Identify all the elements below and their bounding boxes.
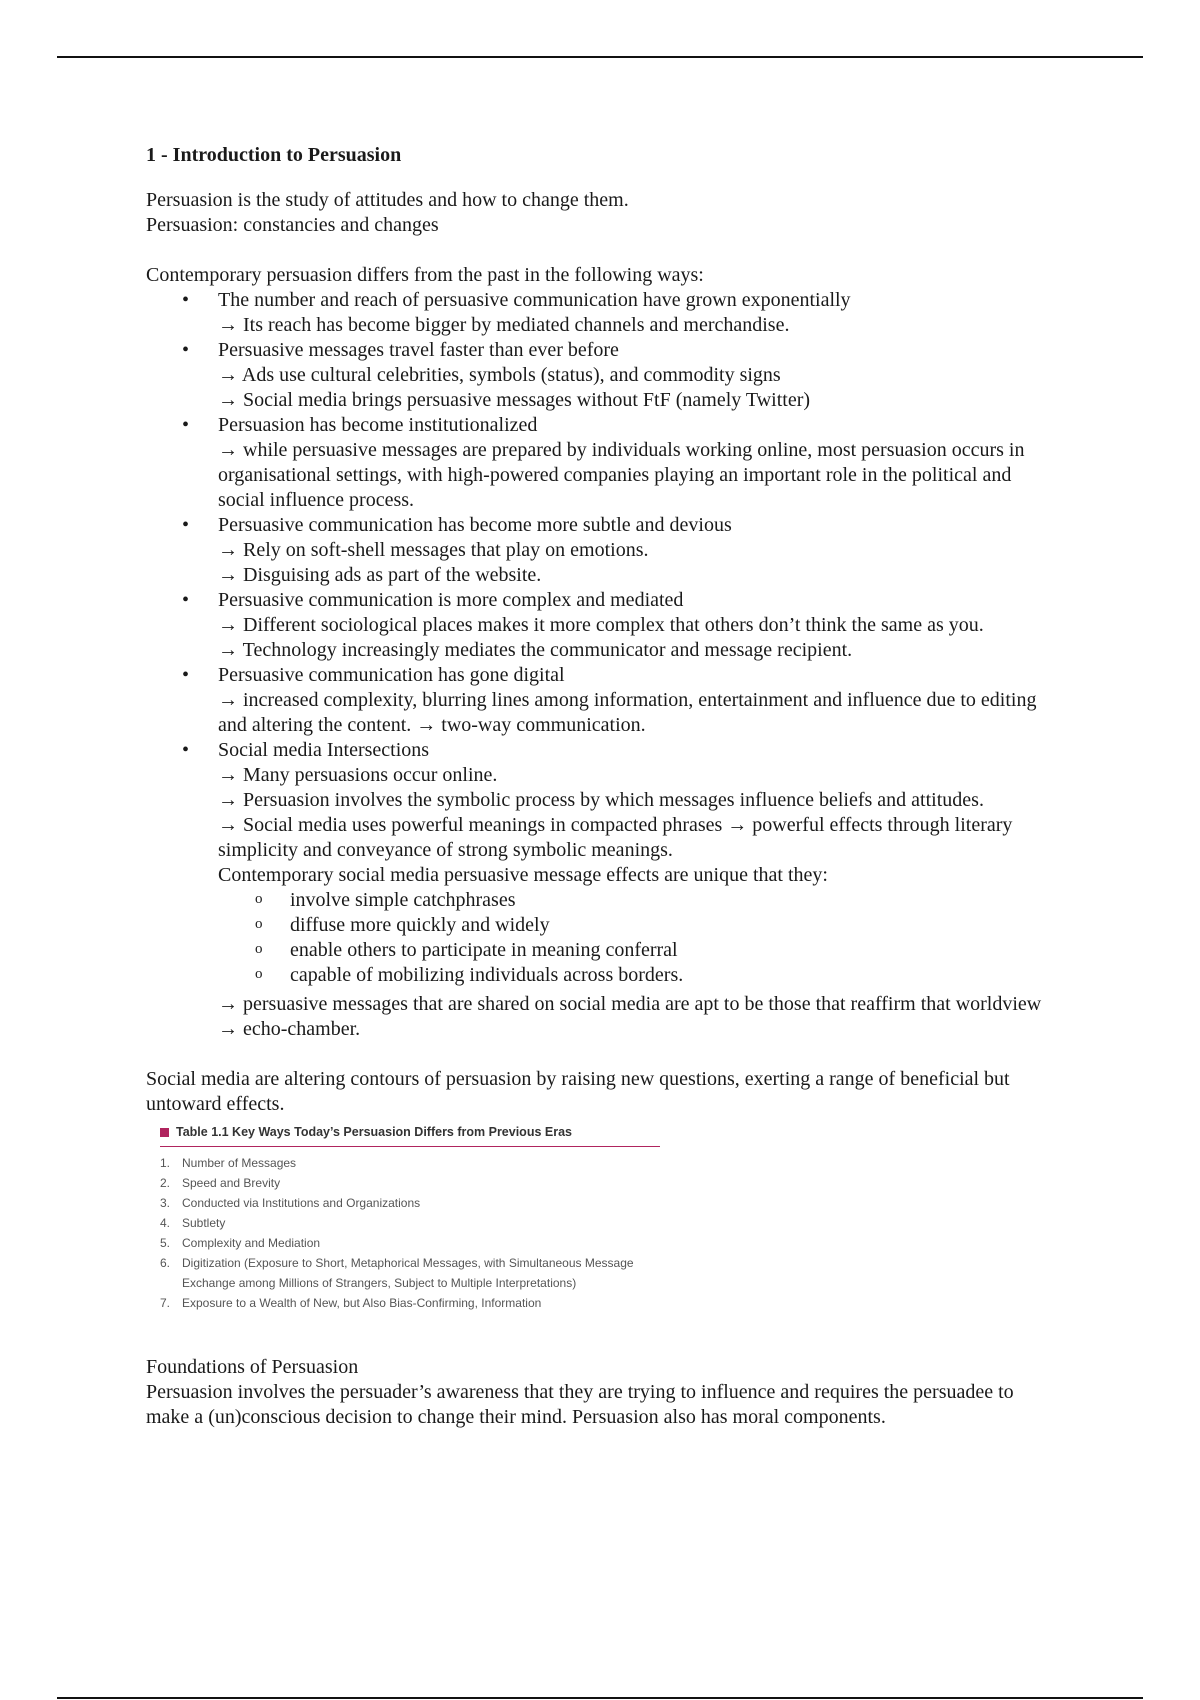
document-body [146,143,1046,1430]
table-row: 3. Conducted via Institutions and Organizations [160,1196,421,1210]
bullet-item: • Persuasive communication has become more subtle and devious → Rely on soft-shell messages that play on emotions. → Disguising ads as part of the website. [146,513,1046,588]
bullet-item: • Persuasive messages travel faster than ever before → Ads use cultural celebrities, symbols (status), and commodity signs → Social media brings persuasive messages without FtF (namely Twitter) [146,338,1046,413]
bullet-item: • Social media Intersections → Many persuasions occur online. → Persuasion involves the symbolic process by which messages influence beliefs and attitudes. → Social media uses powerful meanings in compacted phrases → powerful effects through literary simplicity and conveyance of strong symbolic meanings. Contemporary social media persuasive message effects are unique that they: o involve simple catchphrases o diffuse more quickly and widely o enable others to participate in meaning conferral o capable of mobilizing individuals across borders. → persuasive messages that are shared on social media are apt to be those that reaffirm that worldview → echo-chamber. [146,738,1046,1042]
sub-list-item: o enable others to participate in meaning conferral [218,938,1046,963]
bottom-rule [57,1697,1143,1699]
bullet-list [146,288,1046,1042]
sub-list-item: o involve simple catchphrases [218,888,1046,913]
table-row: 5. Complexity and Mediation [160,1236,321,1250]
sub-list-item: o capable of mobilizing individuals across borders. [218,963,1046,988]
table-figure [160,1123,660,1313]
table-divider [160,1146,660,1147]
intro-line: Persuasion is the study of attitudes and how to change them. [146,189,629,211]
top-rule [57,56,1143,58]
table-row: 6. Digitization (Exposure to Short, Metaphorical Messages, with Simultaneous Message Exchange among Millions of Strangers, Subject to Multiple Interpretations) [160,1256,634,1290]
foundations-paragraph: Persuasion involves the persuader’s awareness that they are trying to influence and requires the persuadee to make a (un)conscious decision to change their mind. Persuasion also has moral components. [146,1381,1014,1428]
section-heading: Foundations of Persuasion [146,1356,359,1378]
table-row: 1. Number of Messages [160,1156,297,1170]
page-title: 1 - Introduction to Persuasion [146,144,402,166]
sub-list-item: o diffuse more quickly and widely [218,913,1046,938]
table-row: 7. Exposure to a Wealth of New, but Also Bias-Confirming, Information [160,1296,542,1310]
foundations-section [146,1355,1046,1430]
table-rows [160,1153,660,1313]
contemporary-intro: Contemporary persuasion differs from the past in the following ways: [146,264,704,286]
social-media-paragraph: Social media are altering contours of persuasion by raising new questions, exerting a range of beneficial but untoward effects. [146,1068,1010,1115]
intro-line: Persuasion: constancies and changes [146,214,439,236]
bullet-item: • Persuasion has become institutionalized → while persuasive messages are prepared by individuals working online, most persuasion occurs in organisational settings, with high-powered companies playing an important role in the political and social influence process. [146,413,1046,513]
sub-list [218,888,1046,988]
bullet-item: • Persuasive communication has gone digital → increased complexity, blurring lines among information, entertainment and influence due to editing and altering the content. → two-way communication. [146,663,1046,738]
bullet-item: • The number and reach of persuasive communication have grown exponentially → Its reach has become bigger by mediated channels and merchandise. [146,288,1046,338]
table-marker-icon [160,1128,169,1137]
table-row: 4. Subtlety [160,1216,226,1230]
table-title: Table 1.1 Key Ways Today’s Persuasion Differs from Previous Eras [160,1123,660,1141]
bullet-item: • Persuasive communication is more complex and mediated → Different sociological places makes it more complex that others don’t think the same as you. → Technology increasingly mediates the communicator and message recipient. [146,588,1046,663]
table-row: 2. Speed and Brevity [160,1176,281,1190]
